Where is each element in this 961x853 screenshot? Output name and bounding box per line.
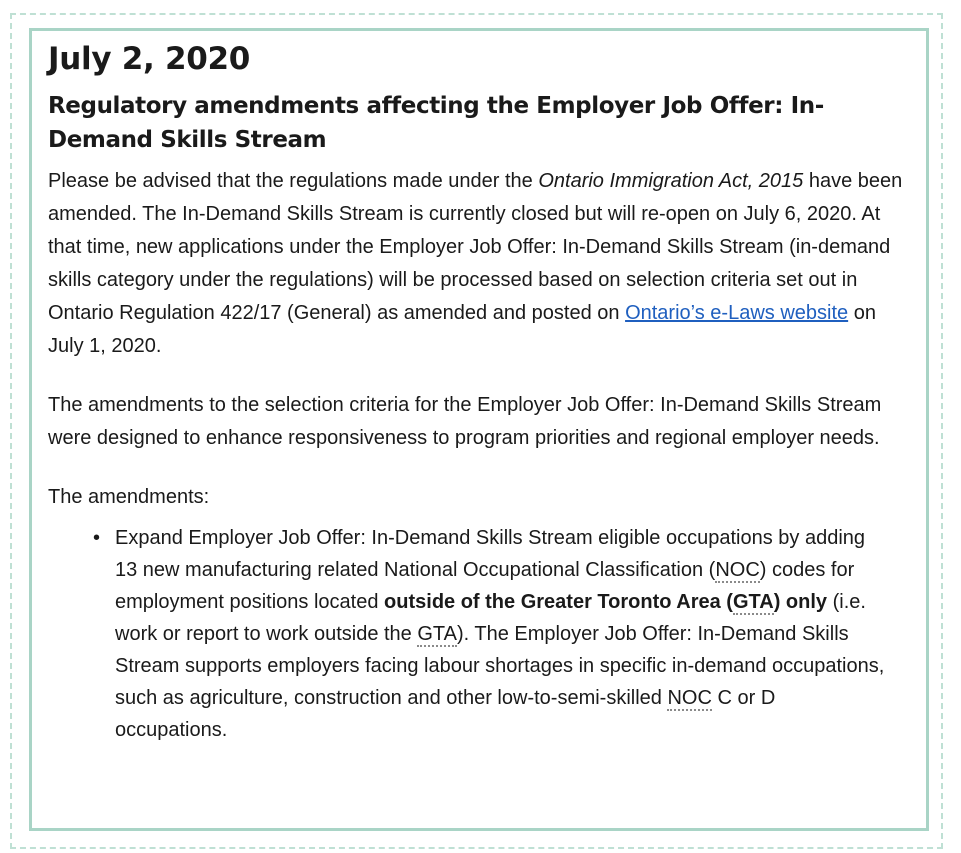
- bold-outside-gta: [384, 591, 827, 615]
- gta-abbreviation-bold[interactable]: GTA: [732, 591, 774, 613]
- update-date: July 2, 2020: [48, 41, 251, 77]
- amend-text-5: C or D occupations.: [115, 687, 776, 741]
- amend-text-4: ). The Employer Job Offer: In-Demand Skills Stream supports employers facing labour shortages in specific in-demand occupations, such as agriculture, construction and other low-to-semi-skilled: [115, 623, 885, 709]
- para1-text-c: on July 1, 2020.: [48, 302, 876, 357]
- bullet-icon: •: [93, 527, 101, 549]
- gta-abbreviation[interactable]: GTA: [417, 623, 457, 645]
- para1-text-a: Please be advised that the regulations made under the: [48, 170, 539, 192]
- amendments-list: [48, 522, 926, 746]
- act-name: Ontario Immigration Act, 2015: [538, 170, 804, 192]
- list-item: [93, 522, 890, 746]
- amend-text-2: ) codes for employment positions located: [115, 559, 855, 613]
- para1-text-b: have been amended. The In-Demand Skills Stream is currently closed but will re-open on July 6, 2020. At that time, new applications under the Employer Job Offer: In-Demand Skills Stream (in-demand skills category under the regulations) will be processed based on selection criteria set out in Ontario Regulation 422/17 (General) as amended and posted on: [48, 170, 903, 324]
- amendments-intro: The amendments:: [48, 486, 210, 508]
- paragraph-selection-criteria: The amendments to the selection criteria for the Employer Job Offer: In-Demand Skills Stream were designed to enhance responsiveness to program priorities and regional employer needs.: [48, 394, 882, 449]
- amend-text-3: (i.e. work or report to work outside the: [115, 591, 866, 645]
- noc-abbreviation-2[interactable]: NOC: [667, 687, 712, 709]
- paragraph-regulations: [48, 165, 908, 363]
- bold-text-a: outside of the Greater Toronto Area (: [384, 591, 733, 613]
- noc-abbreviation[interactable]: NOC: [715, 559, 760, 581]
- e-laws-link[interactable]: Ontario’s e-Laws website: [625, 302, 849, 324]
- amend-text-1: Expand Employer Job Offer: In-Demand Skills Stream eligible occupations by adding 13 new manufacturing related National Occupational Classification (: [115, 527, 866, 581]
- update-title: Regulatory amendments affecting the Employer Job Offer: In-Demand Skills Stream: [48, 93, 824, 153]
- bold-text-b: ) only: [773, 591, 828, 613]
- news-update-card: [29, 28, 929, 831]
